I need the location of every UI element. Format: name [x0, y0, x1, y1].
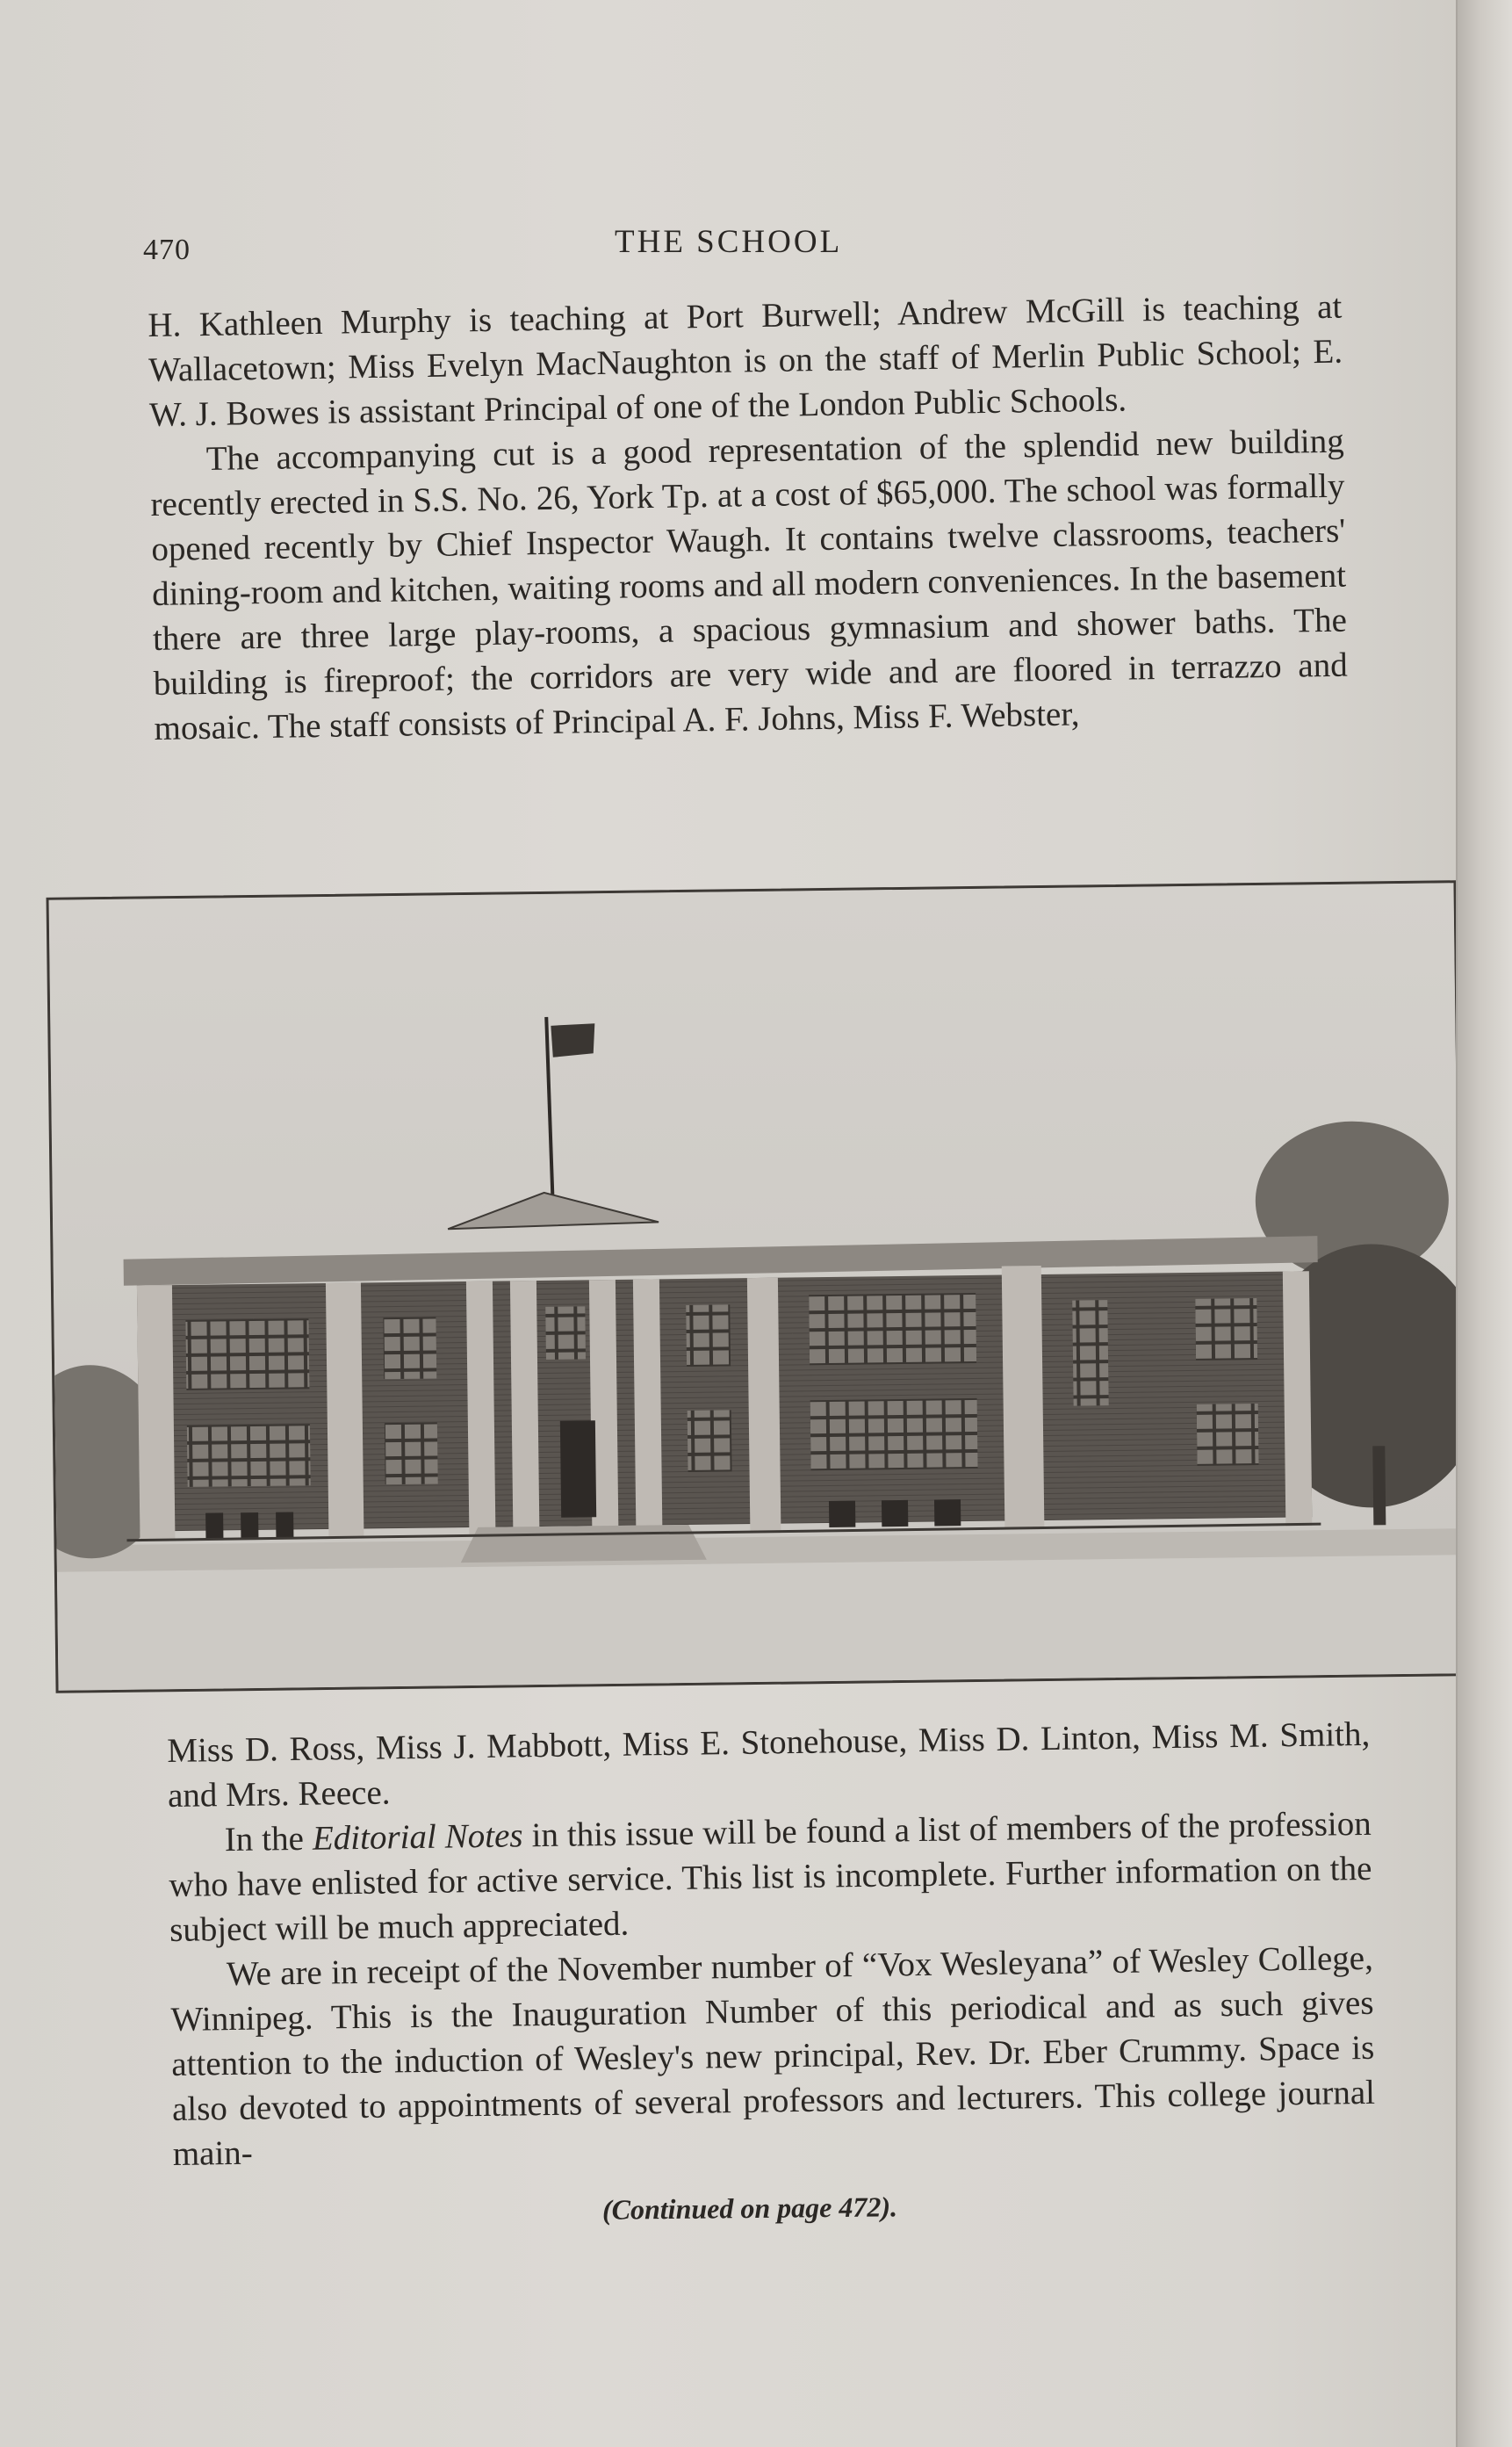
editorial-before-text: In the: [224, 1819, 313, 1859]
paragraph-editorial-notes: [168, 1801, 1372, 1953]
editorial-notes-title: Editorial Notes: [312, 1816, 523, 1858]
school-building-illustration: [47, 880, 1466, 1693]
top-text-block: [148, 285, 1349, 751]
paragraph-new-building: The accompanying cut is a good representation of the splendid new building recently erected in S.S. No. 26, York Tp. at a cost of $65,000. The school was formally opened recently by Chief Inspector Waugh. It contains twelve classrooms, teachers' dining-room and kitchen, waiting rooms and all modern conveniences. In the basement there are three large play-rooms, a spacious gymnasium and shower baths. The building is fireproof; the corridors are very wide and are floored in terrazzo and mosaic. The staff consists of Principal A. F. Johns, Miss F. Webster,: [150, 422, 1348, 747]
bottom-text-block: [167, 1712, 1376, 2176]
paragraph-staff-continued: Miss D. Ross, Miss J. Mabbott, Miss E. Stonehouse, Miss D. Linton, Miss M. Smith, and Mrs. Reece.: [167, 1714, 1371, 1815]
paragraph-vox-wesleyana: We are in receipt of the November number of “Vox Wesleyana” of Wesley College, Winnipeg. This is the Inauguration Number of this periodical and as such gives attention to the induction of Wesley's new principal, Rev. Dr. Eber Crummy. Space is also devoted to appointments of several professors and lecturers. This college journal main-: [170, 1938, 1376, 2173]
paragraph-teachers: H. Kathleen Murphy is teaching at Port Burwell; Andrew McGill is teaching at Wallacetown; Miss Evelyn MacNaughton is on the staff of Merlin Public School; E. W. J. Bowes is assistant Principal of one of the London Public Schools.: [148, 287, 1343, 434]
page-number: 470: [143, 234, 191, 266]
book-gutter: [1456, 0, 1512, 2447]
continued-note: (Continued on page 472).: [601, 2191, 898, 2226]
running-title: THE SCHOOL: [615, 224, 843, 260]
editorial-after-text: in this issue will be found a list of members of the profession who have enlisted for active service. This list is incomplete. Further information on the subject will be much appreciated.: [169, 1804, 1372, 1949]
school-building-drawing: [49, 883, 1464, 1690]
